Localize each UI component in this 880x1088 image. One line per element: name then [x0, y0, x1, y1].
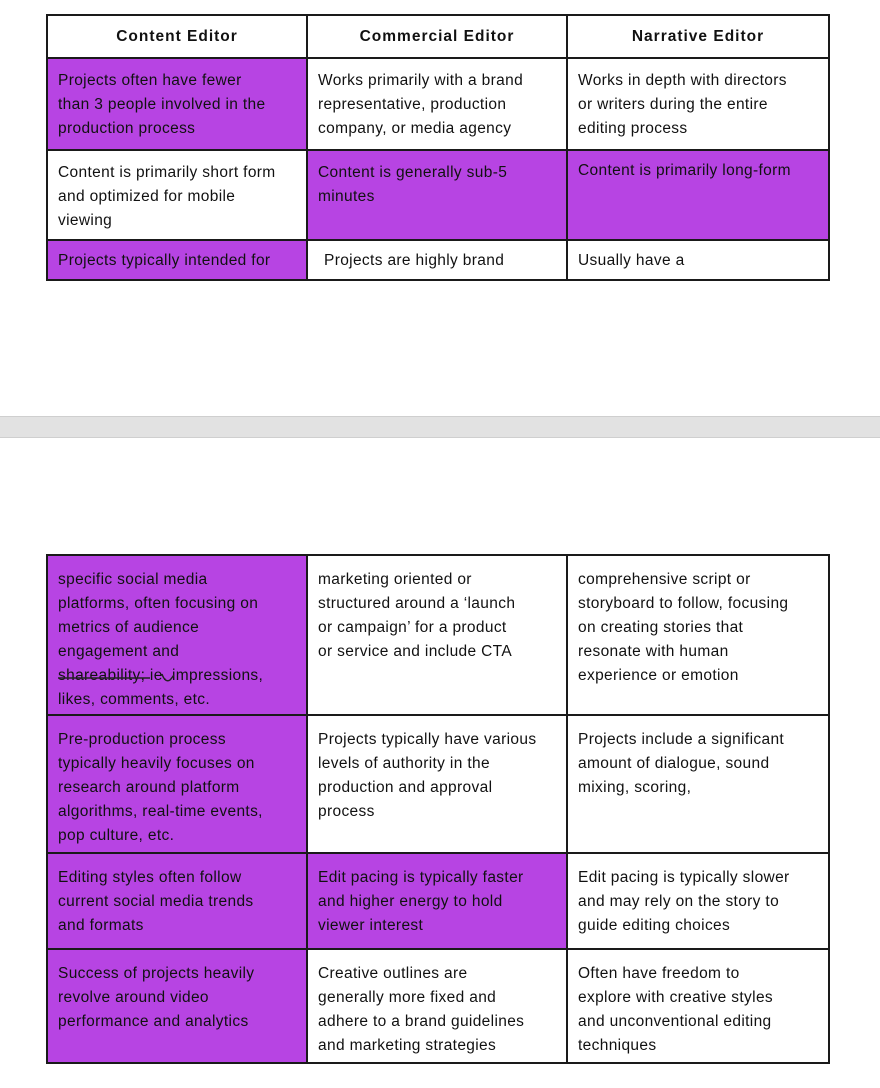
table-row — [47, 240, 829, 280]
comparison-table-page-1 — [46, 14, 830, 281]
table-row — [47, 58, 829, 150]
table-cell[interactable]: marketing oriented or structured around a ‘launch or campaign’ for a product or service and include CTA — [307, 555, 567, 715]
table-row — [47, 150, 829, 240]
page-separator — [0, 416, 880, 438]
table-cell[interactable]: Editing styles often follow current social media trends and formats — [47, 853, 307, 949]
table-cell[interactable]: Projects include a significant amount of dialogue, sound mixing, scoring, — [567, 715, 829, 853]
table-cell[interactable]: specific social media platforms, often focusing on metrics of audience engagement and shareability; ie. impressions, likes, comments, etc. — [47, 555, 307, 715]
table-cell[interactable]: Content is primarily long-form — [567, 150, 829, 240]
comparison-table-page-2 — [46, 554, 830, 1064]
table-cell[interactable]: Content is generally sub-5 minutes — [307, 150, 567, 240]
table-cell[interactable]: Success of projects heavily revolve around video performance and analytics — [47, 949, 307, 1063]
header-row — [47, 15, 829, 58]
table-cell[interactable]: Projects often have fewer than 3 people involved in the production process — [47, 58, 307, 150]
table-cell[interactable]: Content is primarily short form and optimized for mobile viewing — [47, 150, 307, 240]
table-cell[interactable]: Projects typically have various levels of authority in the production and approval process — [307, 715, 567, 853]
header-commercial-editor: Commercial Editor — [307, 15, 567, 58]
table-cell[interactable]: Works primarily with a brand representative, production company, or media agency — [307, 58, 567, 150]
table-row — [47, 715, 829, 853]
header-narrative-editor: Narrative Editor — [567, 15, 829, 58]
table-cell[interactable]: Projects typically intended for — [47, 240, 307, 280]
table-cell[interactable]: Usually have a — [567, 240, 829, 280]
table-cell[interactable]: Works in depth with directors or writers during the entire editing process — [567, 58, 829, 150]
table-cell[interactable]: Edit pacing is typically faster and higher energy to hold viewer interest — [307, 853, 567, 949]
table-cell[interactable]: comprehensive script or storyboard to follow, focusing on creating stories that resonate with human experience or emotion — [567, 555, 829, 715]
table-row — [47, 853, 829, 949]
table-row — [47, 949, 829, 1063]
header-content-editor: Content Editor — [47, 15, 307, 58]
table-cell[interactable]: Pre-production process typically heavily focuses on research around platform algorithms, real-time events, pop culture, etc. — [47, 715, 307, 853]
table-row — [47, 555, 829, 715]
table-cell[interactable]: Often have freedom to explore with creative styles and unconventional editing techniques — [567, 949, 829, 1063]
table-cell[interactable]: Creative outlines are generally more fixed and adhere to a brand guidelines and marketing strategies — [307, 949, 567, 1063]
table-cell[interactable]: Edit pacing is typically slower and may rely on the story to guide editing choices — [567, 853, 829, 949]
spellcheck-squiggle-icon — [58, 670, 178, 684]
table-cell[interactable]: Projects are highly brand — [307, 240, 567, 280]
